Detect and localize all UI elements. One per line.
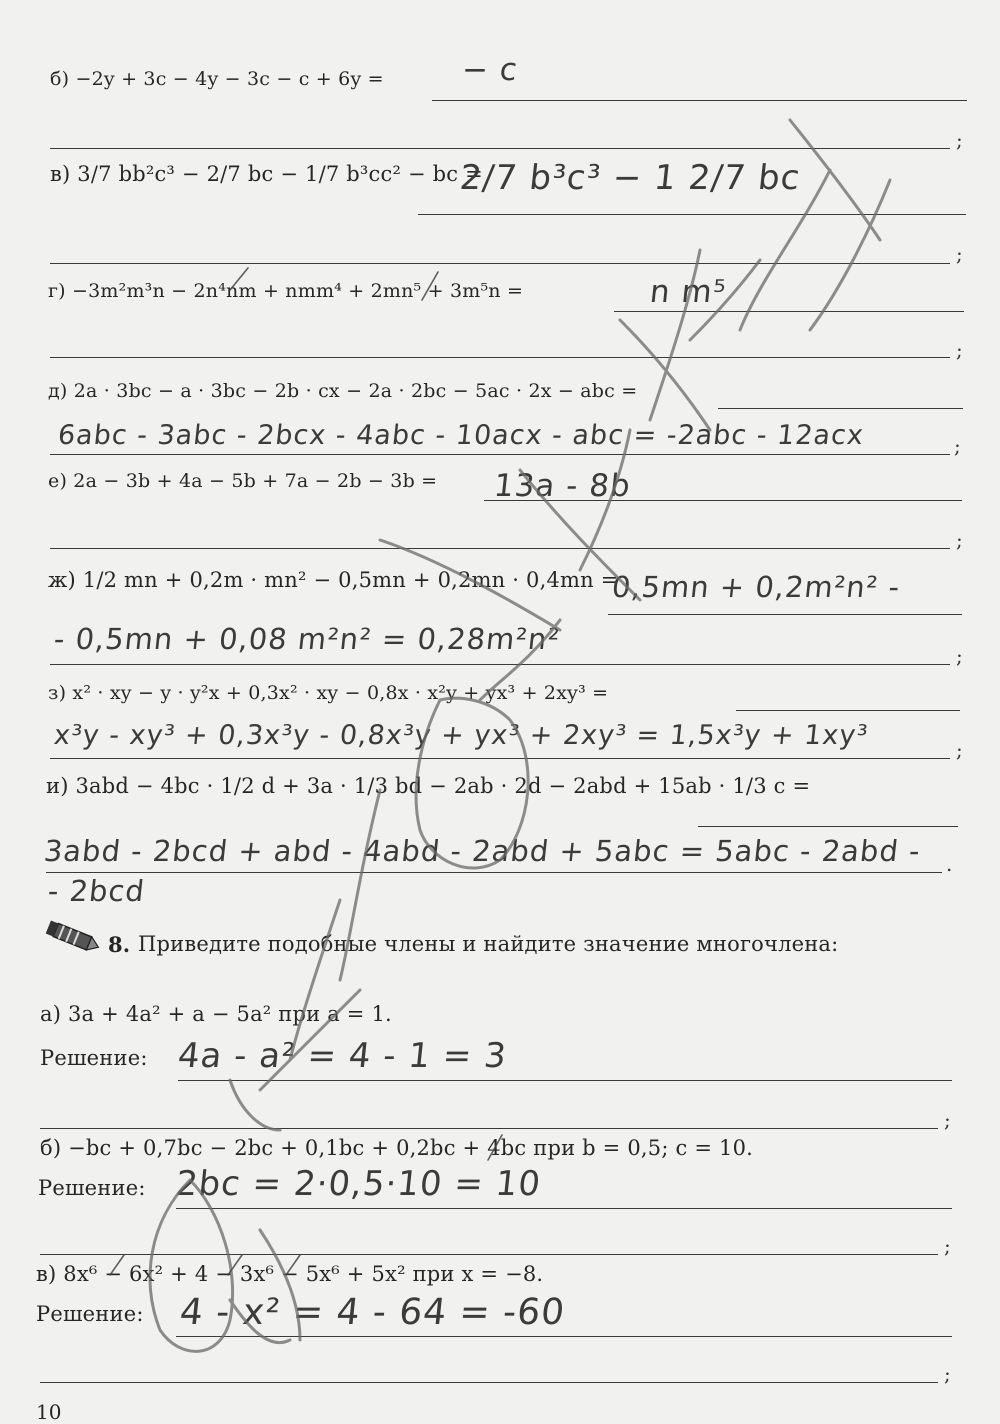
answer-i-line-2: 3abd - 2bcd + abd - 4abd - 2abd + 5abc = 5abc - 2abd - bbox=[42, 834, 923, 868]
task-8-number: 8. bbox=[108, 932, 131, 957]
task-8a-text: а) 3a + 4a² + a − 5a² при a = 1. bbox=[40, 1002, 392, 1026]
end-mark: ; bbox=[956, 738, 963, 762]
task-8-title: Приведите подобные члены и найдите значение многочлена: bbox=[138, 932, 839, 956]
end-mark: ; bbox=[944, 1108, 951, 1132]
answer-d-line-2: 6abc - 3abc - 2bcx - 4abc - 10acx - abc = -2abc - 12acx bbox=[56, 420, 866, 451]
answer-zh-line-2: - 0,5mn + 0,08 m²n² = 0,28m²n² bbox=[52, 622, 562, 656]
answer-z-line-2: x³y - xy³ + 0,3x³y - 0,8x³y + yx³ + 2xy³ = 1,5x³y + 1xy³ bbox=[52, 720, 870, 751]
end-mark: ; bbox=[954, 434, 961, 458]
answer-zh-line-1: 0,5mn + 0,2m²n² - bbox=[610, 570, 902, 604]
task-d-text: д) 2a · 3bc − a · 3bc − 2b · cx − 2a · 2bc − 5ac · 2x − abc = bbox=[48, 380, 638, 402]
end-mark: . bbox=[946, 852, 953, 876]
page-number: 10 bbox=[36, 1400, 62, 1424]
task-z-text: з) x² · xy − y · y²x + 0,3x² · xy − 0,8x · x²y + yx³ + 2xy³ = bbox=[48, 682, 609, 704]
task-g-text: г) −3m²m³n − 2n⁴nm + nmm⁴ + 2mn⁵ + 3m⁵n = bbox=[48, 280, 524, 302]
end-mark: ; bbox=[956, 528, 963, 552]
end-mark: ; bbox=[956, 338, 963, 362]
end-mark: ; bbox=[956, 242, 963, 266]
end-mark: ; bbox=[956, 644, 963, 668]
task-b-text: б) −2y + 3c − 4y − 3c − c + 6y = bbox=[50, 68, 384, 90]
task-e-text: е) 2a − 3b + 4a − 5b + 7a − 2b − 3b = bbox=[48, 470, 438, 492]
solution-label: Решение: bbox=[38, 1176, 146, 1200]
solution-label: Решение: bbox=[40, 1046, 148, 1070]
solution-8b: 2bc = 2·0,5·10 = 10 bbox=[173, 1164, 544, 1204]
solution-8v: 4 - x² = 4 - 64 = -60 bbox=[177, 1292, 568, 1333]
task-zh-text: ж) 1/2 mn + 0,2m · mn² − 0,5mn + 0,2mn · 0,4mn = bbox=[48, 568, 619, 592]
solution-label: Решение: bbox=[36, 1302, 144, 1326]
task-i-text: и) 3abd − 4bc · 1/2 d + 3a · 1/3 bd − 2ab · 2d − 2abd + 15ab · 1/3 c = bbox=[46, 774, 811, 798]
solution-8a: 4a - a² = 4 - 1 = 3 bbox=[175, 1036, 509, 1076]
end-mark: ; bbox=[956, 128, 963, 152]
answer-v-line-1: 2/7 b³c³ − 1 2/7 bc bbox=[457, 158, 803, 198]
task-8v-text: в) 8x⁶ − 6x² + 4 − 3x⁶ − 5x⁶ + 5x² при x = −8. bbox=[36, 1262, 544, 1286]
answer-i-line-3: - 2bcd bbox=[46, 874, 147, 908]
task-8b-text: б) −bc + 0,7bc − 2bc + 0,1bc + 0,2bc + 4bc при b = 0,5; c = 10. bbox=[40, 1136, 754, 1160]
end-mark: ; bbox=[944, 1362, 951, 1386]
task-v-text: в) 3/7 bb²c³ − 2/7 bc − 1/7 b³cc² − bc = bbox=[50, 162, 483, 186]
end-mark: ; bbox=[944, 1234, 951, 1258]
answer-b-line-1: − c bbox=[460, 52, 520, 88]
answer-e-line-1: 13a - 8b bbox=[492, 468, 633, 504]
answer-g-line-1: n m⁵ bbox=[648, 274, 729, 310]
